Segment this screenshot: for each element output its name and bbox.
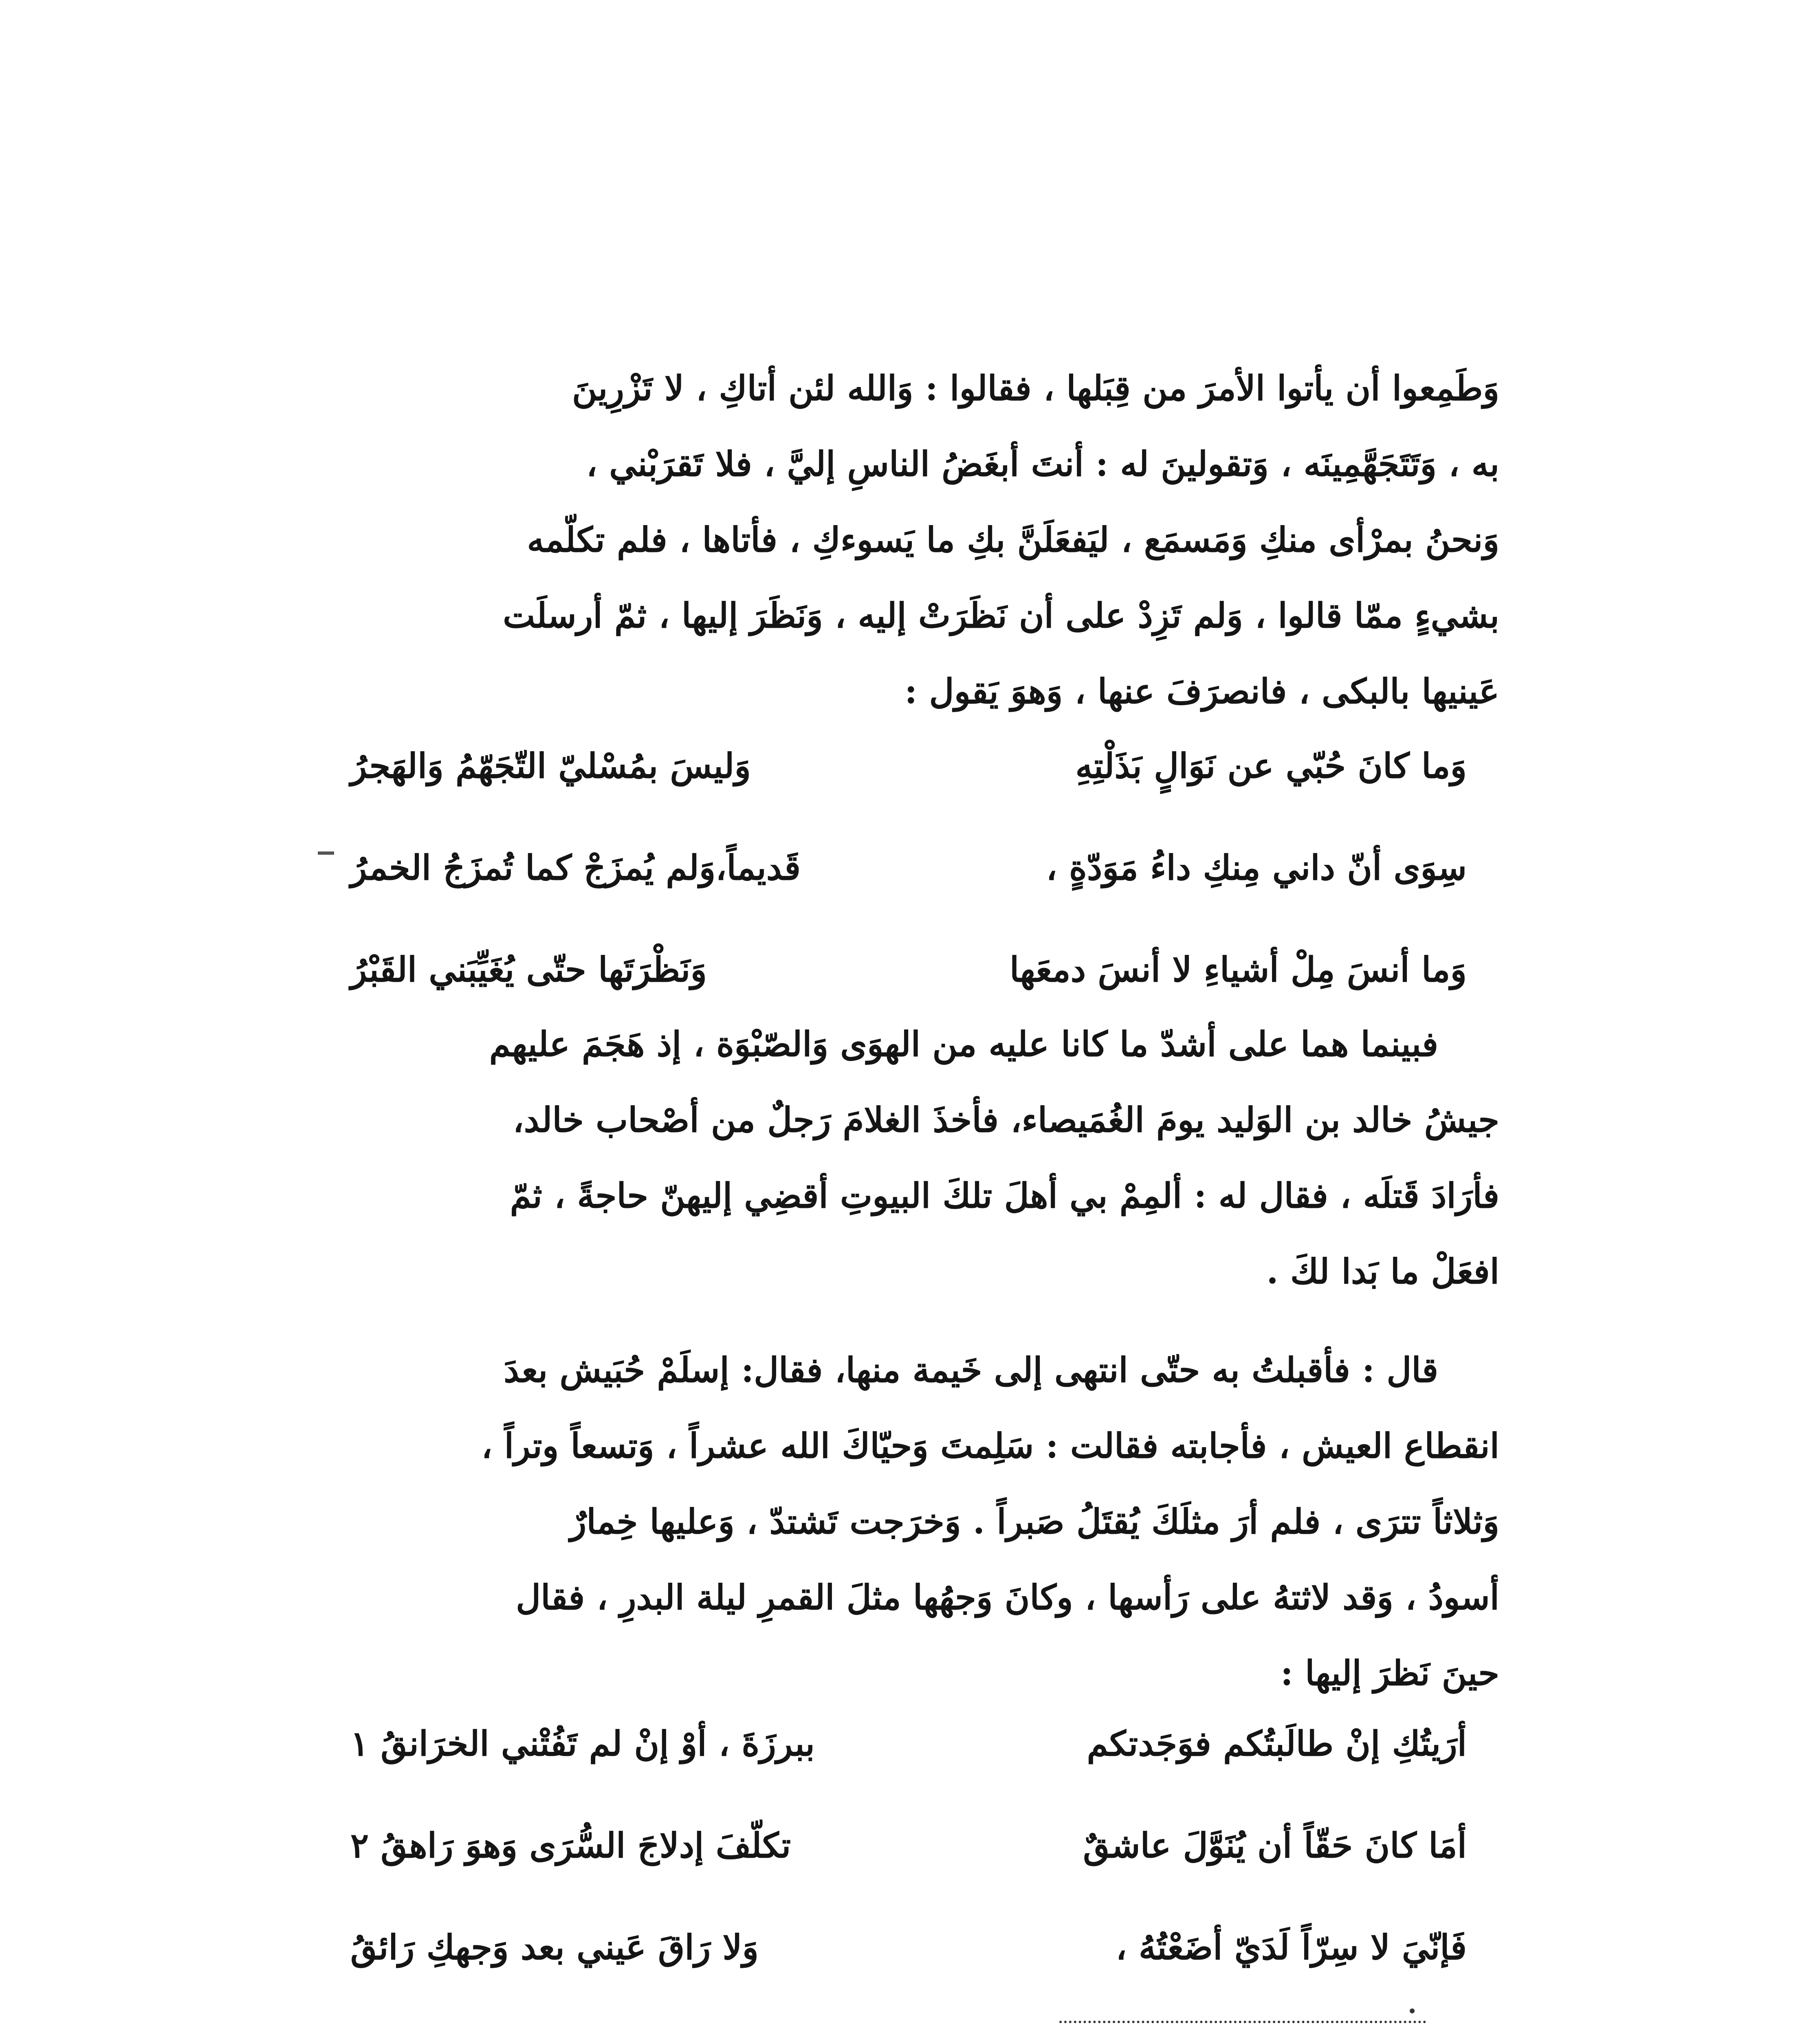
verse-first-hemistich: أمَا كانَ حَقّاً أن يُنَوَّلَ عاشقٌ	[1083, 1825, 1467, 1865]
prose-line: حينَ نَظرَ إليها :	[1280, 1653, 1499, 1693]
poem-verse	[326, 1723, 1499, 1825]
prose-line: وَطَمِعوا أن يأتوا الأمرَ من قِبَلها ، فقالوا : وَالله لئن أتاكِ ، لا تَزْرِينَ	[572, 368, 1499, 408]
prose-line: عَينيها بالبكى ، فانصرَفَ عنها ، وَهوَ يَقول :	[904, 671, 1499, 711]
margin-mark	[318, 851, 334, 855]
verse-first-hemistich: سِوَى أنّ داني مِنكِ داءُ مَوَدّةٍ ،	[1046, 847, 1467, 888]
prose-line: انقطاع العيش ، فأجابته فقالت : سَلِمتَ وَحيّاكَ الله عشراً ، وَتسعاً وتراً ،	[481, 1425, 1499, 1466]
poem-verse	[326, 1927, 1499, 2029]
prose-paragraph-3	[326, 1332, 1499, 1711]
verse-second-hemistich: ببرزَةَ ، أوْ إنْ لم تَفُتْني الخرَانقُ ١	[350, 1723, 815, 1764]
prose-line: جيشُ خالد بن الوَليد يومَ الغُمَيصاء، فأخذَ الغلامَ رَجلٌ من أصْحاب خالد،	[513, 1100, 1499, 1140]
verse-first-hemistich: فَإنّيَ لا سِرّاً لَدَيّ أضَعْتُهُ ،	[1116, 1927, 1467, 1967]
poem-1	[326, 746, 1499, 1051]
poem-verse	[326, 847, 1499, 949]
prose-line: قال : فأقبلتُ به حتّى انتهى إلى خَيمة منها، فقال: إسلَمْ حُبَيش بعدَ	[504, 1350, 1438, 1390]
footnote-separator	[1059, 2021, 1426, 2026]
prose-line: به ، وَتَتَجَهَّمِينَه ، وَتقولينَ له : أنتَ أبغَضُ الناسِ إليَّ ، فلا تَقرَبْني ،	[586, 444, 1499, 484]
verse-second-hemistich: تكلّفَ إدلاجَ السُّرَى وَهوَ رَاهقُ ٢	[350, 1825, 791, 1865]
poem-verse	[326, 1825, 1499, 1927]
prose-line: أسودُ ، وَقد لاثتهُ على رَأسها ، وكانَ وَجهُها مثلَ القمرِ ليلة البدرِ ، فقال	[516, 1577, 1499, 1617]
poem-verse	[326, 746, 1499, 847]
prose-line: افعَلْ ما بَدا لكَ .	[1266, 1251, 1499, 1291]
verse-first-hemistich: وَما أنسَ مِلْ أشياءِ لا أنسَ دمعَها	[1009, 949, 1467, 990]
verse-first-hemistich: وَما كانَ حُبّي عن نَوَالٍ بَذَلْتِهِ	[1075, 746, 1467, 786]
prose-paragraph-2	[326, 1006, 1499, 1309]
poem-2	[326, 1723, 1499, 2029]
prose-paragraph-1	[326, 350, 1499, 729]
verse-second-hemistich: وَنَظْرَتَها حتّى يُغَيِّبَني القَبْرُ	[350, 949, 707, 990]
stray-dot	[1410, 2008, 1415, 2013]
prose-line: فأرَادَ قَتلَه ، فقال له : ألمِمْ بي أهلَ تلكَ البيوتِ أقضِي إليهنّ حاجةً ، ثمّ	[510, 1175, 1499, 1216]
prose-line: بشيءٍ ممّا قالوا ، وَلم تَزِدْ على أن نَظَرَتْ إليه ، وَنَظَرَ إليها ، ثمّ أرسلَت	[503, 595, 1499, 636]
prose-line: فبينما هما على أشدّ ما كانا عليه من الهوَى وَالصّبْوَة ، إذ هَجَمَ عليهم	[489, 1024, 1438, 1064]
prose-line: وَثلاثاً تترَى ، فلم أرَ مثلَكَ يُقتَلُ صَبراً . وَخرَجت تَشتدّ ، وَعليها خِمارٌ	[570, 1501, 1499, 1542]
verse-second-hemistich: وَليسَ بمُسْليّ التّجَهّمُ وَالهَجرُ	[350, 746, 751, 786]
prose-line: وَنحنُ بمرْأى منكِ وَمَسمَع ، ليَفعَلَنَّ بكِ ما يَسوءكِ ، فأتاها ، فلم تكلّمه	[527, 519, 1499, 560]
verse-first-hemistich: أرَيتُكِ إنْ طالَبتُكم فوَجَدتكم	[1087, 1723, 1467, 1764]
verse-second-hemistich: وَلا رَاقَ عَيني بعد وَجهكِ رَائقُ	[350, 1927, 759, 1967]
verse-second-hemistich: قَديماً،وَلم يُمزَجْ كما تُمزَجُ الخمرُ	[350, 847, 801, 888]
